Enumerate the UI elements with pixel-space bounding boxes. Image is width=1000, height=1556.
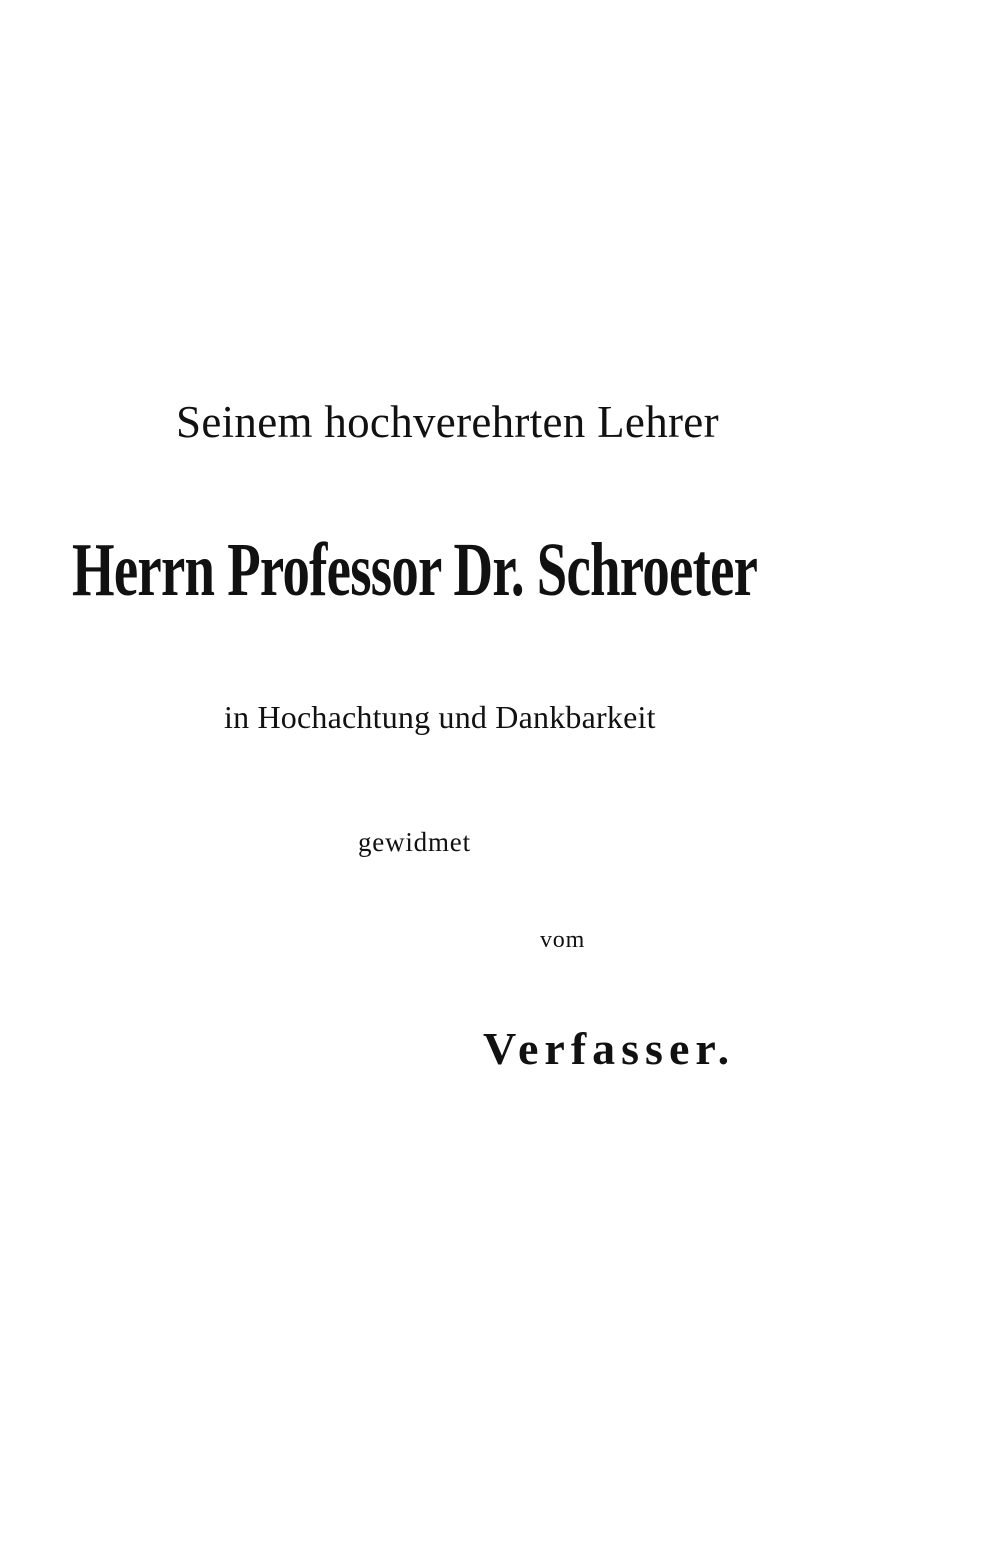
from-word: vom [540,927,586,953]
sentiment-line: in Hochachtung und Dankbarkeit [224,699,656,735]
author-signature: Verfasser. [483,1023,736,1074]
honoree-name: Herrn Professor Dr. Schroeter [72,528,758,612]
dedicated-word: gewidmet [358,827,471,857]
dedication-to-line: Seinem hochverehrten Lehrer [176,397,719,447]
